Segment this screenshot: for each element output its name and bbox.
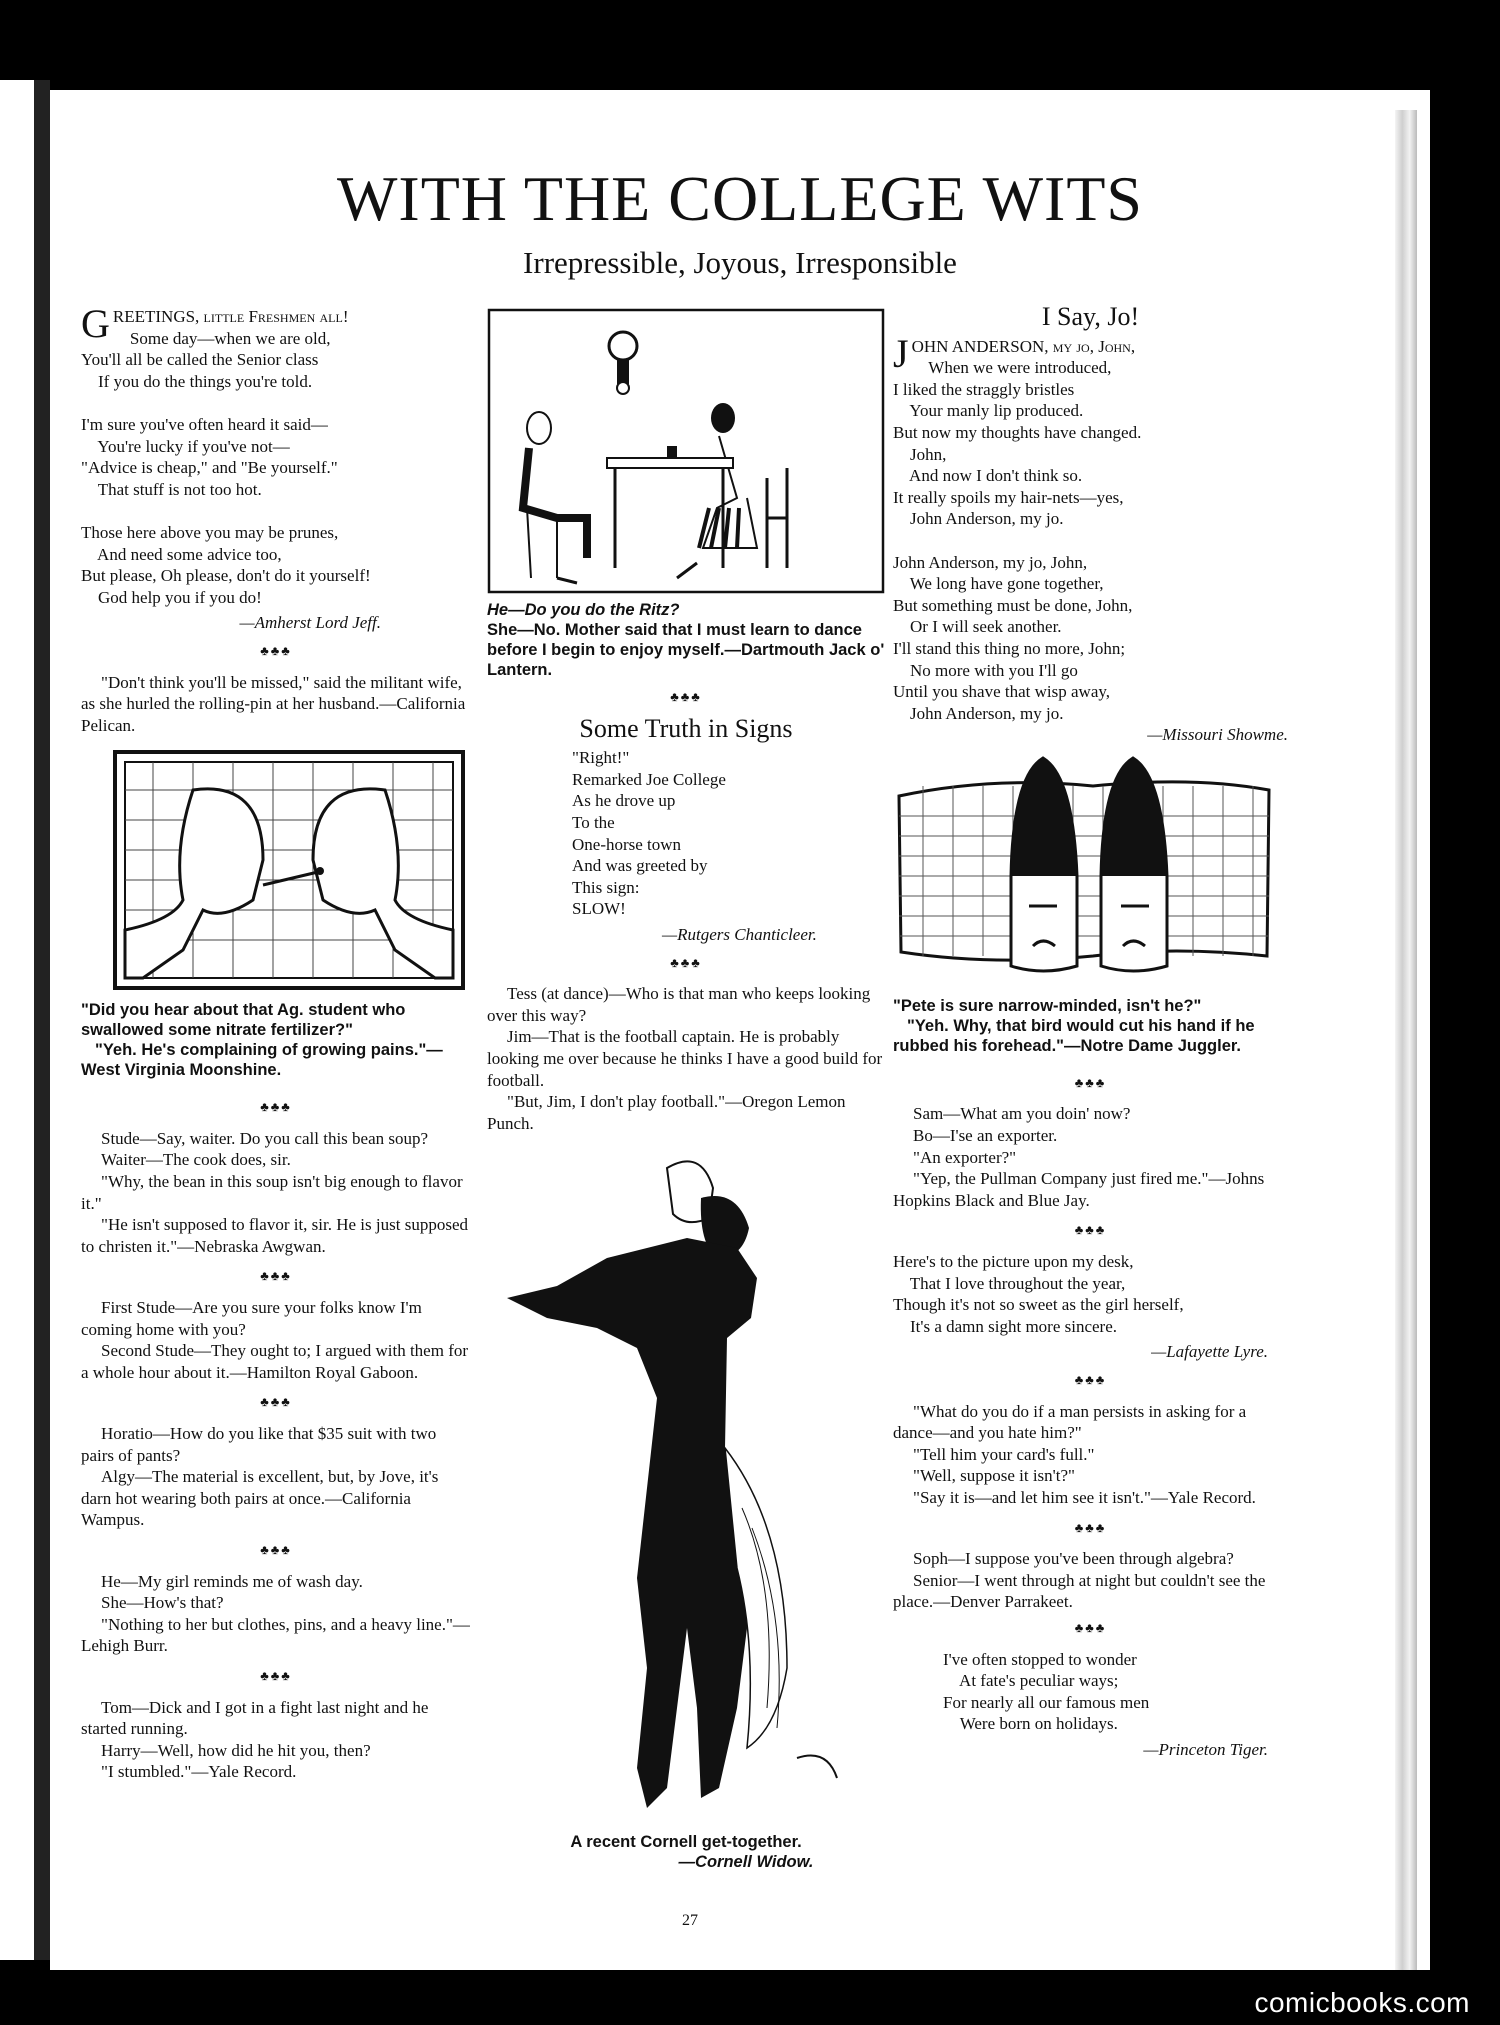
caption-line-2: She—No. Mother said that I must learn to dance before I begin to enjoy myself.—Dartmouth Jack o' Lantern.: [487, 621, 885, 679]
attribution: —Rutgers Chanticleer.: [662, 924, 817, 944]
dialogue-line: He—My girl reminds me of wash day.: [101, 1571, 363, 1591]
caption-line-1: A recent Cornell get-together.: [570, 1833, 802, 1852]
page-title: WITH THE COLLEGE WITS: [336, 163, 1144, 234]
separator-ornament: ♣♣♣: [260, 1394, 292, 1410]
dialogue-line: She—How's that?: [101, 1593, 224, 1613]
dialogue-line: "But, Jim, I don't play football."—Oregon Lemon Punch.: [487, 1092, 846, 1133]
dialogue-line: Tom—Dick and I got in a fight last night and he started running.: [81, 1697, 429, 1739]
binding-edge: [34, 80, 50, 1960]
left-page-gutter: [0, 80, 34, 1960]
column-middle: [487, 306, 885, 1888]
separator-ornament: ♣♣♣: [1074, 1519, 1107, 1535]
separator-ornament: ♣♣♣: [670, 689, 702, 704]
dialogue-line: Sam—What am you doin' now?: [913, 1104, 1131, 1124]
cartoon-narrow-heads: [893, 756, 1273, 986]
column-left: [81, 301, 471, 1783]
coming-home-joke: [81, 1297, 471, 1383]
dialogue-line: Horatio—How do you like that $35 suit with two pairs of pants?: [81, 1424, 437, 1465]
dialogue-line: Tess (at dance)—Who is that man who keeps looking over this way?: [487, 984, 871, 1025]
magazine-page: [50, 90, 1430, 1970]
dialogue-line: "He isn't supposed to flavor it, sir. He is just supposed to christen it."—Nebraska Awgwan.: [81, 1215, 468, 1256]
attribution: —Amherst Lord Jeff.: [239, 613, 381, 633]
dialogue-line: "Yep, the Pullman Company just fired me."—Johns Hopkins Black and Blue Jay.: [893, 1169, 1265, 1210]
attribution: —Missouri Showme.: [1147, 725, 1288, 745]
dialogue-line: Harry—Well, how did he hit you, then?: [101, 1740, 371, 1760]
poem-body: When we were introduced, I liked the straggly bristles Your manly lip produced. But now my thoughts have changed. John, And now I don't think so. It really spoils my hair-nets—yes, John Anderson, my jo. John Anderson, my jo, John, We long have gone together, But something must be done, John, Or I will seek another. I'll stand this thing no more, John; No more with you I'll go Until you shave that wisp away, John Anderson, my jo.: [893, 358, 1142, 723]
page-number: 27: [682, 1912, 698, 1929]
algebra-joke: [893, 1548, 1288, 1613]
separator-ornament: ♣♣♣: [260, 1667, 292, 1683]
dialogue-line: "Why, the bean in this soup isn't big enough to flavor it.": [81, 1172, 463, 1213]
attribution: —Princeton Tiger.: [1143, 1739, 1268, 1759]
attribution: —Lafayette Lyre.: [1151, 1342, 1268, 1362]
poem-body: Some day—when we are old, You'll all be called the Senior class If you do the things you're told. I'm sure you've often heard it said— You're lucky if you've not— "Advice is cheap," and "Be yourself." That stuff is not too hot. Those here above you may be prunes, And need some advice too, But please, Oh please, don't do it yourself! God help you if you do!: [81, 328, 371, 607]
caption-line-2: "Yeh. Why, that bird would cut his hand if he rubbed his forehead."—Notre Dame Juggler.: [893, 1016, 1255, 1055]
poem-first-line: REETINGS, little Freshmen all!: [112, 307, 349, 326]
caption-line-1: "Did you hear about that Ag. student who swallowed some nitrate fertilizer?": [81, 1001, 406, 1040]
signs-poem: "Right!" Remarked Joe College As he drove up To the One-horse town And was greeted by This sign: SLOW!: [572, 748, 726, 919]
caption-line-1: He—Do you do the Ritz?: [487, 601, 680, 619]
caption-line-2: "Yeh. He's complaining of growing pains."—West Virginia Moonshine.: [81, 1041, 443, 1080]
dialogue-line: Jim—That is the football captain. He is probably looking me over because he thinks I have a good build for football.: [487, 1027, 883, 1090]
dialogue-line: Algy—The material is excellent, but, by Jove, it's darn hot wearing both pairs at once.—California Wampus.: [81, 1467, 439, 1530]
page-subtitle: Irrepressible, Joyous, Irresponsible: [523, 245, 957, 280]
separator-ornament: ♣♣♣: [260, 1099, 292, 1115]
freshmen-poem: [81, 301, 471, 608]
dialogue-line: Senior—I went through at night but couldn't see the place.—Denver Parrakeet.: [893, 1570, 1266, 1612]
dialogue-line: "Say it is—and let him see it isn't."—Yale Record.: [913, 1487, 1256, 1507]
column-right: [893, 302, 1288, 1767]
dialogue-line: "Tell him your card's full.": [913, 1444, 1095, 1464]
cartoon-caption: [81, 1000, 471, 1080]
separator-ornament: ♣♣♣: [1074, 1074, 1107, 1090]
separator-ornament: ♣♣♣: [260, 1541, 292, 1557]
dialogue-line: "I stumbled."—Yale Record.: [101, 1762, 297, 1782]
separator-ornament: ♣♣♣: [1074, 1619, 1107, 1635]
dialogue-line: Stude—Say, waiter. Do you call this bean soup?: [101, 1128, 429, 1148]
exporter-joke: [893, 1103, 1288, 1211]
watermark: comicbooks.com: [1254, 1987, 1470, 2018]
cartoon-caption: [893, 996, 1288, 1056]
caption-line-2: —Cornell Widow.: [678, 1853, 814, 1872]
page-edge-shadow: [1395, 110, 1417, 1970]
illustration-caption: [487, 1832, 885, 1872]
dialogue-line: "An exporter?": [913, 1147, 1017, 1167]
dialogue-line: "What do you do if a man persists in asking for a dance—and you hate him?": [893, 1401, 1247, 1443]
football-joke: [487, 983, 885, 1134]
illustration-dancing-couple: [487, 1148, 885, 1828]
dialogue-line: Soph—I suppose you've been through algebra?: [913, 1549, 1234, 1569]
wash-day-joke: [81, 1571, 471, 1657]
drop-cap: G: [81, 301, 110, 346]
dialogue-line: Waiter—The cook does, sir.: [101, 1150, 291, 1170]
caption-line-1: "Pete is sure narrow-minded, isn't he?": [893, 996, 1202, 1015]
dialogue-line: "Nothing to her but clothes, pins, and a heavy line."—Lehigh Burr.: [81, 1614, 470, 1656]
separator-ornament: ♣♣♣: [1074, 1372, 1107, 1387]
drop-cap: J: [893, 330, 909, 376]
poem-first-line: OHN ANDERSON, my jo, John,: [911, 336, 1136, 356]
section-title: Some Truth in Signs: [579, 713, 793, 743]
cartoon-caption: [487, 600, 885, 680]
holiday-poem: I've often stopped to wonder At fate's peculiar ways; For nearly all our famous men Were born on holidays.: [943, 1649, 1150, 1734]
separator-ornament: ♣♣♣: [670, 954, 702, 970]
dialogue-line: Bo—I'se an exporter.: [913, 1126, 1058, 1146]
dialogue-line: Second Stude—They ought to; I argued with them for a whole hour about it.—Hamilton Royal Gaboon.: [81, 1341, 469, 1382]
dialogue-line: First Stude—Are you sure your folks know I'm coming home with you?: [81, 1298, 422, 1339]
cartoon-two-men-pipe: [113, 750, 465, 990]
jo-poem: [893, 330, 1288, 725]
fight-joke: [81, 1697, 471, 1783]
dialogue-line: "Well, suppose it isn't?": [913, 1466, 1075, 1486]
suit-joke: [81, 1423, 471, 1531]
dance-card-joke: [893, 1401, 1288, 1509]
cartoon-cafe-couple: [487, 308, 885, 594]
separator-ornament: ♣♣♣: [1074, 1222, 1107, 1238]
joke-paragraph: "Don't think you'll be missed," said the militant wife, as she hurled the rolling-pin at her husband.—California Pelican.: [81, 672, 466, 735]
section-title: I Say, Jo!: [1041, 302, 1140, 331]
picture-poem: Here's to the picture upon my desk, That I love throughout the year, Though it's not so sweet as the girl herself, It's a damn sight more sincere.: [893, 1252, 1184, 1336]
bean-soup-joke: [81, 1128, 471, 1258]
separator-ornament: ♣♣♣: [260, 642, 292, 658]
separator-ornament: ♣♣♣: [260, 1268, 292, 1284]
